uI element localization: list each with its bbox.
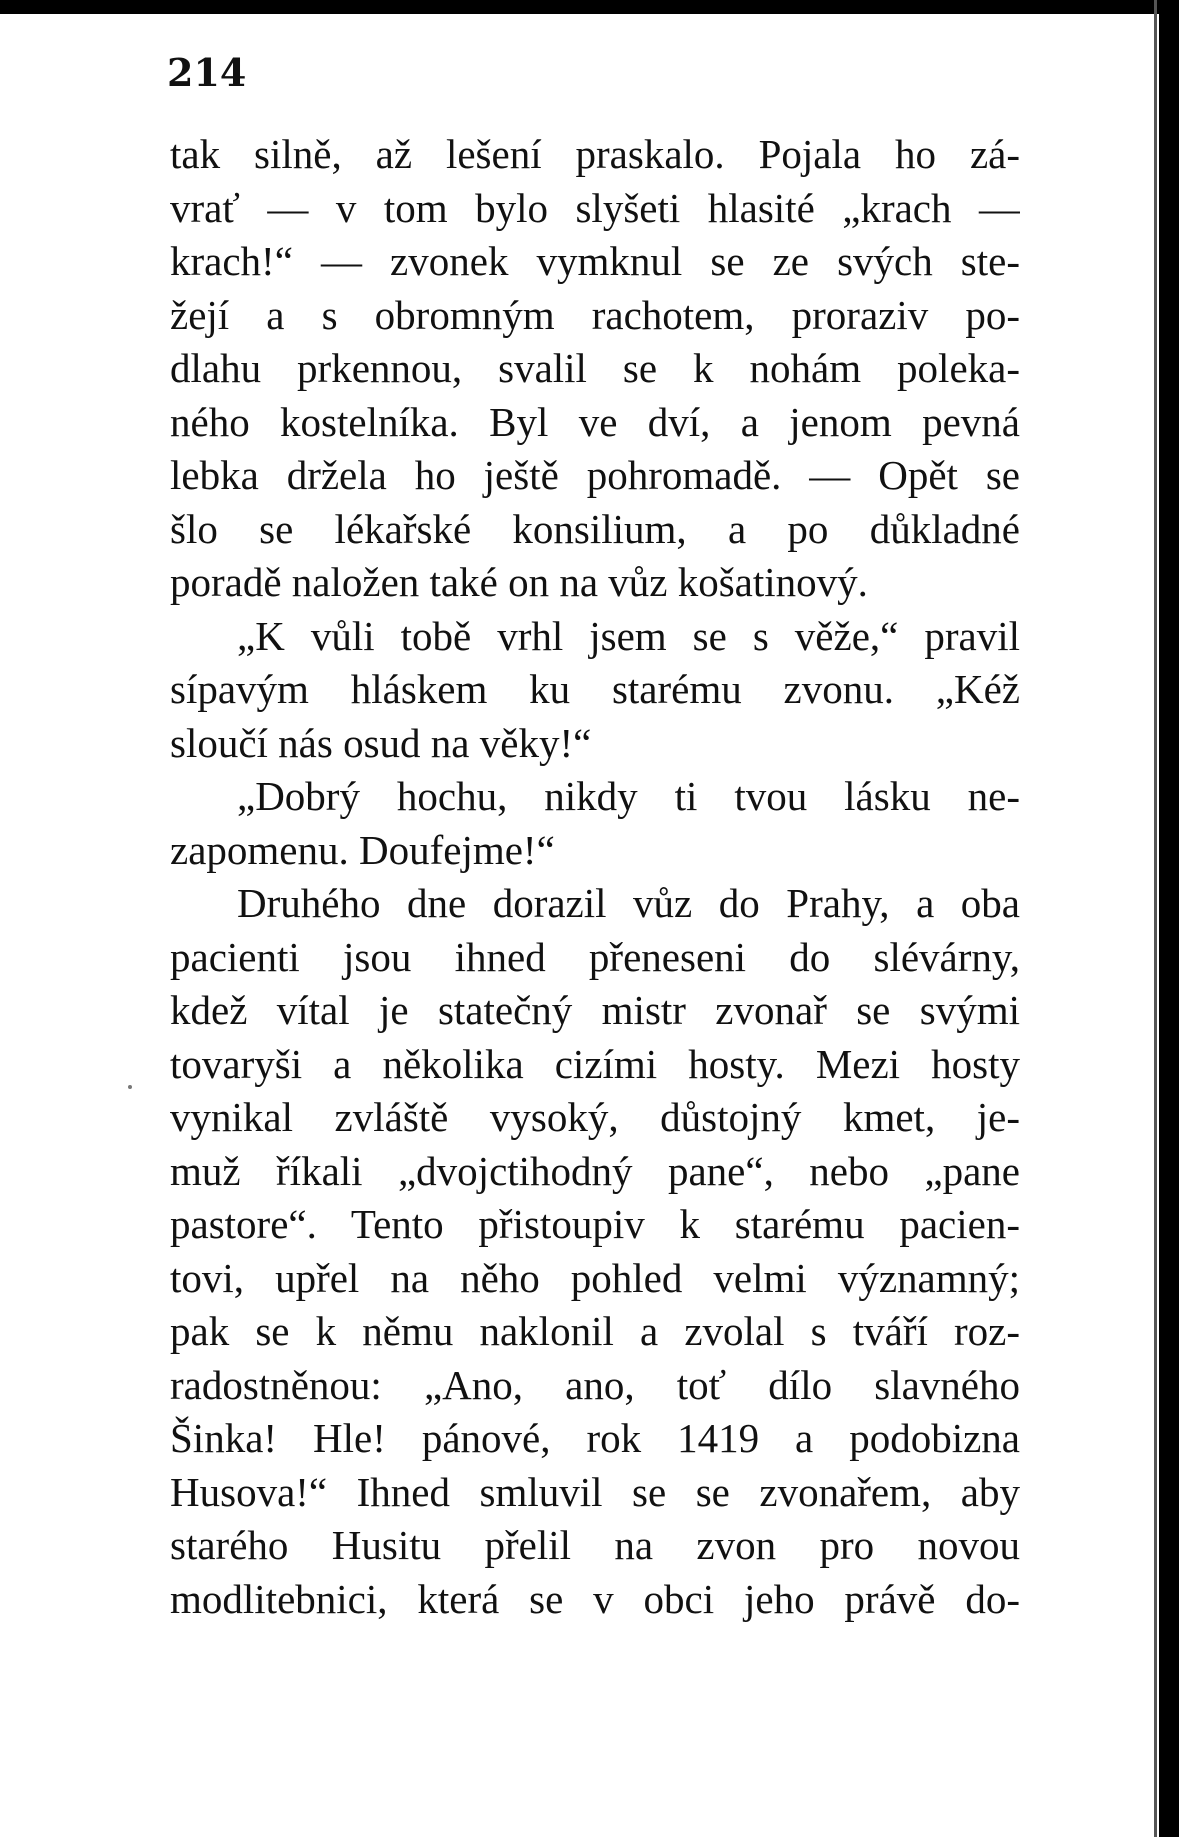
right-scan-edge [1159,0,1179,1837]
text-line: tak silně, až lešení praskalo. Pojala ho zá- [170,131,1020,177]
text-line: ného kostelníka. Byl ve dví, a jenom pevná [170,398,1020,445]
text-line: zapomenu. Doufejme!“ [170,826,555,873]
text-line: sloučí nás osud na věky!“ [170,719,592,766]
text-line: „K vůli tobě vrhl jsem se s věže,“ pravil [237,612,1020,659]
text-line: pacienti jsou ihned přeneseni do slévárny, [170,933,1020,980]
text-line: lebka držela ho ještě pohromadě. — Opět se [170,452,1020,498]
right-scan-edge-inner [1154,0,1157,1837]
text-line: pak se k němu naklonil a zvolal s tváří roz- [170,1308,1020,1354]
page-number: 214 [167,50,247,95]
text-line: vynikal zvláště vysoký, důstojný kmet, je- [170,1094,1020,1140]
text-line: tovi, upřel na něho pohled velmi významný; [170,1254,1020,1301]
text-line: žejí a s obromným rachotem, proraziv po- [170,291,1020,338]
page-text [170,128,1020,1626]
top-scan-edge [0,0,1179,14]
text-line: Šinka! Hle! pánové, rok 1419 a podobizna [170,1415,1020,1461]
text-line: šlo se lékařské konsilium, a po důkladné [170,505,1020,552]
text-line: radostněnou: „Ano, ano, toť dílo slavného [170,1361,1020,1408]
text-line: dlahu prkennou, svalil se k nohám poleka- [170,345,1020,391]
text-line: krach!“ — zvonek vymknul se ze svých ste- [170,238,1020,284]
text-line: modlitebnici, která se v obci jeho právě do- [170,1575,1020,1622]
text-line: „Dobrý hochu, nikdy ti tvou lásku ne- [237,773,1020,819]
text-line: muž říkali „dvojctihodný pane“, nebo „pane [170,1147,1020,1194]
text-line: vrať — v tom bylo slyšeti hlasité „krach — [170,184,1020,231]
scan-speck [128,1085,132,1089]
text-line: sípavým hláskem ku starému zvonu. „Kéž [170,666,1020,712]
text-line: starého Husitu přelil na zvon pro novou [170,1522,1020,1568]
text-line: kdež vítal je statečný mistr zvonař se svými [170,987,1020,1033]
text-line: tovaryši a několika cizími hosty. Mezi hosty [170,1040,1020,1087]
text-line: Druhého dne dorazil vůz do Prahy, a oba [237,880,1020,926]
book-page [0,14,1136,1837]
text-line: Husova!“ Ihned smluvil se se zvonařem, aby [170,1468,1020,1515]
text-line: poradě naložen také on na vůz košatinový. [170,559,868,605]
text-line: pastore“. Tento přistoupiv k starému pacien- [170,1201,1020,1247]
